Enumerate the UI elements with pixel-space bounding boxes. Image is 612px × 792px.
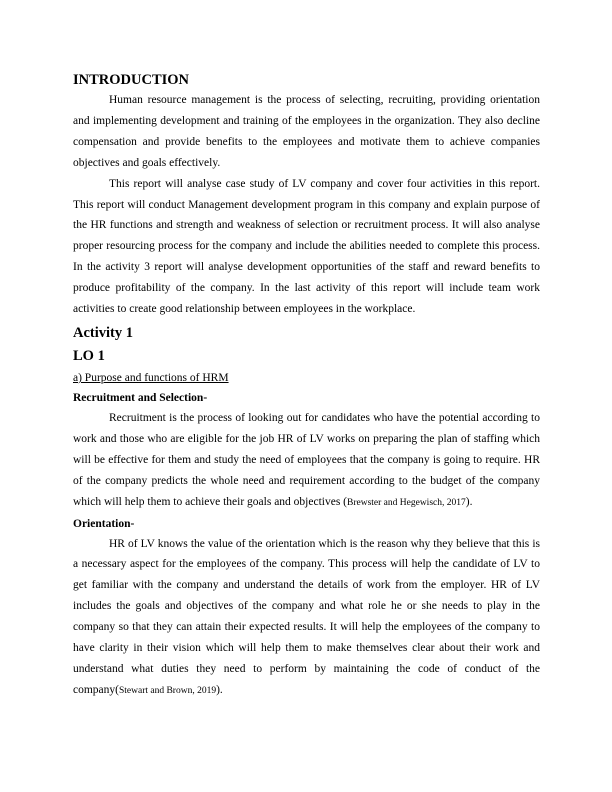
recruitment-end: ).: [465, 495, 473, 508]
purpose-subheading: a) Purpose and functions of HRM: [73, 371, 229, 384]
recruitment-citation: Brewster and Hegewisch, 2017: [347, 497, 466, 508]
orientation-citation: Stewart and Brown, 2019: [118, 685, 217, 696]
recruitment-body: Recruitment is the process of looking out for candidates who have the potential according to work and those who are eligible for the job HR of LV works on preparing the plan of staffing which will be effective for them and study the need of employees that the company is going to require. HR of the company predicts the whole need and requirement according to the budget of the company which will help them to achieve their goals and objectives (: [73, 411, 540, 508]
document-page: [73, 70, 540, 702]
recruitment-heading: Recruitment and Selection-: [73, 391, 208, 404]
lo-heading: LO 1: [73, 347, 105, 364]
introduction-heading: INTRODUCTION: [73, 72, 190, 88]
recruitment-paragraph: [73, 408, 540, 514]
orientation-heading: Orientation-: [73, 517, 135, 530]
orientation-body: HR of LV knows the value of the orientation which is the reason why they believe that this is a necessary aspect for the employees of the company. This process will help the candidate of LV to get familiar with the company and understand the details of work from the employer. HR of LV includes the goals and objectives of the company and what role he or she needs to play in the company so that they can attain their expected results. It will help the employees of the company to have clarity in their vision which will help them to make themselves clear about their work and understand what duties they need to perform by maintaining the code of conduct of the company(: [73, 537, 540, 696]
intro-paragraph-1: Human resource management is the process of selecting, recruiting, providing orientation and implementing development and training of the employees in the organization. They also decline compensation and provide benefits to the employees and motivate them to achieve companies objectives and goals effectively.: [73, 94, 540, 169]
orientation-end: ).: [216, 683, 223, 696]
intro-paragraph-2: This report will analyse case study of LV company and cover four activities in this report. This report will conduct Management development program in this company and explain purpose of the HR functions and strength and weakness of selection or recruitment process. It will also analyse proper resourcing process for the company and include the abilities needed to complete this process. In the activity 3 report will analyse development opportunities of the staff and reward benefits to produce profitability of the company. In the last activity of this report will include team work activities to create good relationship between employees in the workplace.: [73, 177, 540, 316]
activity-heading: Activity 1: [73, 324, 133, 341]
orientation-paragraph: [73, 534, 540, 702]
